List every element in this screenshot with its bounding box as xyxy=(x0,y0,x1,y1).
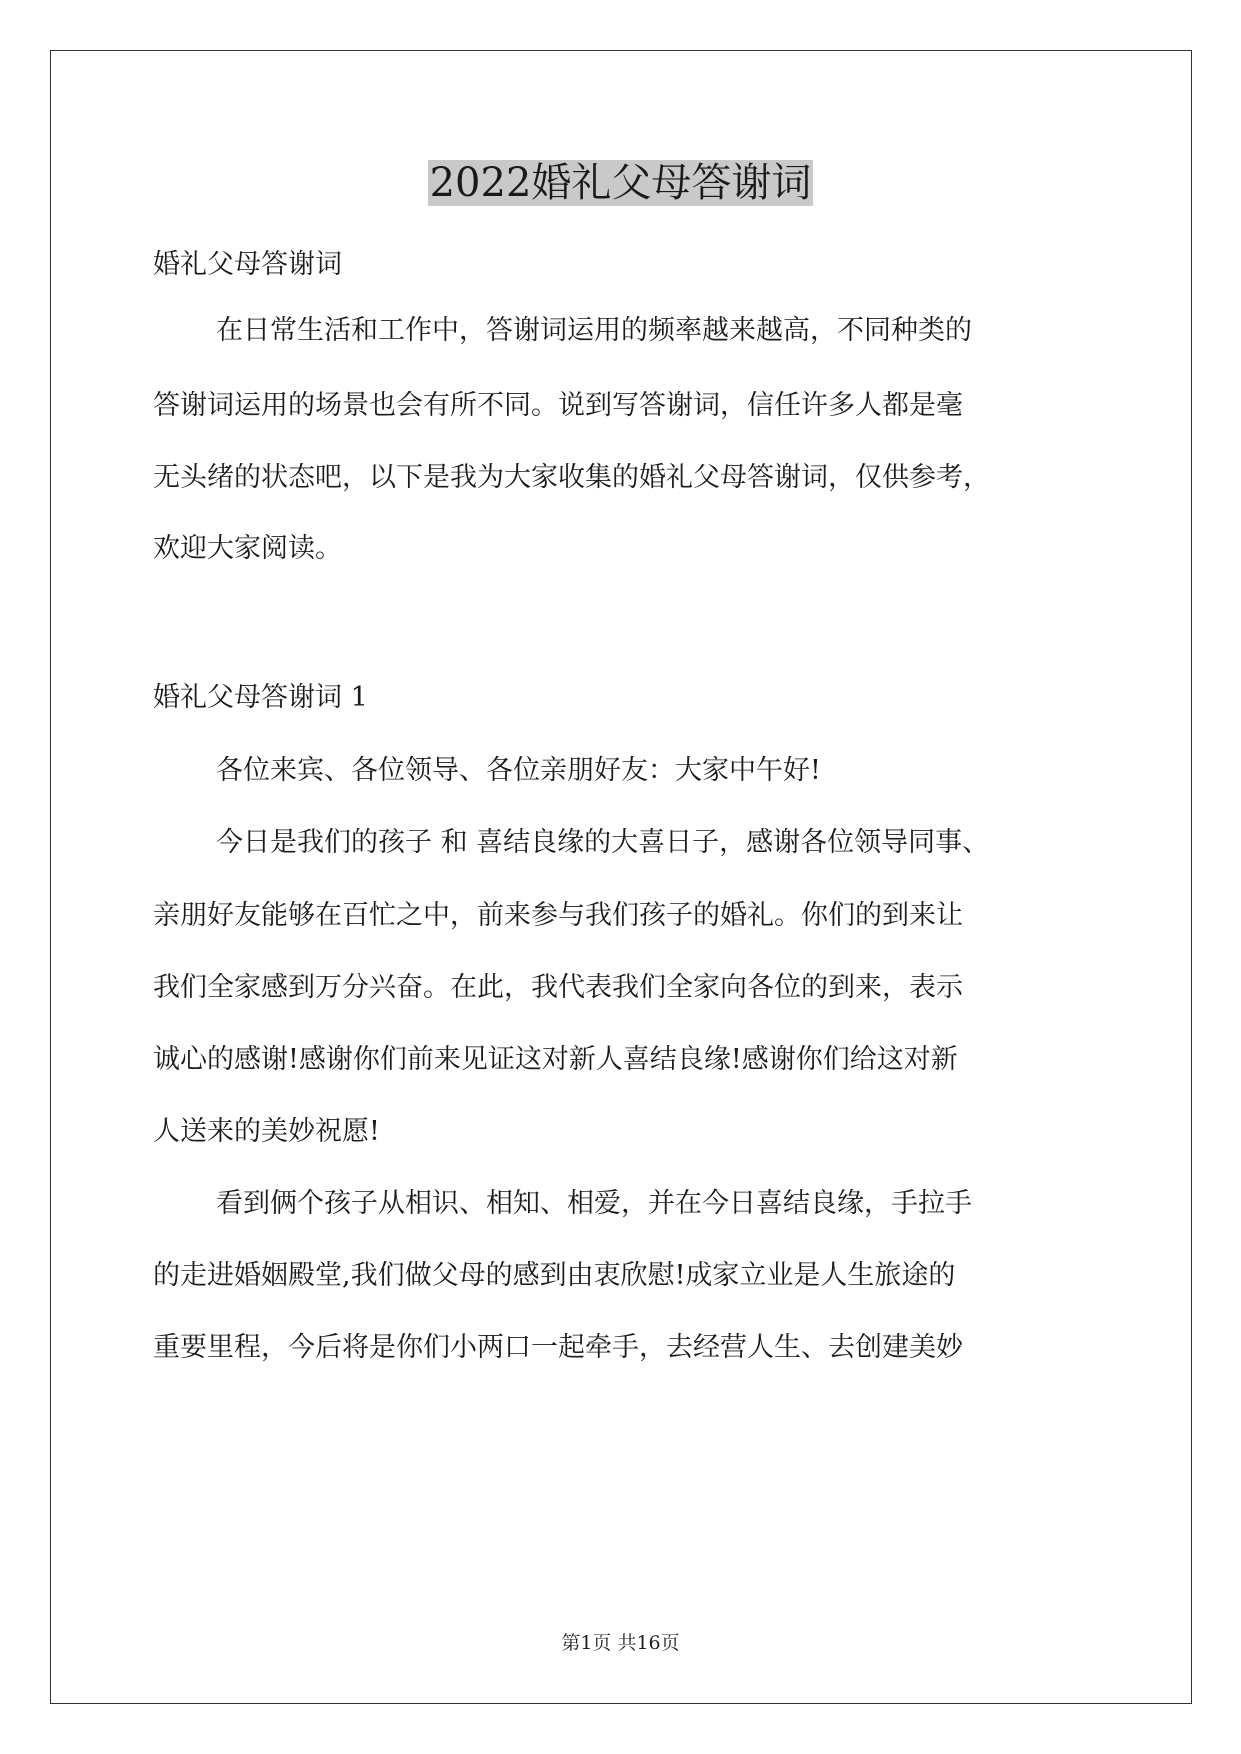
page-footer: 第1页 共16页 xyxy=(561,1632,680,1654)
paragraph-line: 诚心的感谢!感谢你们前来见证这对新人喜结良缘!感谢你们给这对新 xyxy=(153,1044,958,1075)
section-heading: 婚礼父母答谢词 1 xyxy=(153,682,368,713)
paragraph-line: 各位来宾、各位领导、各位亲朋好友：大家中午好! xyxy=(216,755,821,786)
paragraph-line: 的走进婚姻殿堂,我们做父母的感到由衷欣慰!成家立业是人生旅途的 xyxy=(153,1260,956,1291)
document-title xyxy=(0,153,1241,213)
paragraph-line: 答谢词运用的场景也会有所不同。说到写答谢词，信任许多人都是毫 xyxy=(153,390,963,421)
paragraph-line: 人送来的美妙祝愿! xyxy=(153,1116,380,1147)
paragraph-line: 我们全家感到万分兴奋。在此，我代表我们全家向各位的到来，表示 xyxy=(153,972,963,1003)
paragraph-line: 看到俩个孩子从相识、相知、相爱，并在今日喜结良缘，手拉手 xyxy=(216,1188,972,1219)
paragraph-line: 在日常生活和工作中，答谢词运用的频率越来越高，不同种类的 xyxy=(216,315,972,346)
document-title-text: 2022婚礼父母答谢词 xyxy=(429,160,812,206)
paragraph-line: 欢迎大家阅读。 xyxy=(153,533,342,564)
paragraph-line: 亲朋好友能够在百忙之中，前来参与我们孩子的婚礼。你们的到来让 xyxy=(153,900,963,931)
intro-heading: 婚礼父母答谢词 xyxy=(153,249,342,280)
paragraph-line: 重要里程，今后将是你们小两口一起牵手，去经营人生、去创建美妙 xyxy=(153,1332,963,1363)
paragraph-line: 今日是我们的孩子 和 喜结良缘的大喜日子，感谢各位领导同事、 xyxy=(216,827,990,858)
page-border xyxy=(50,50,1192,1704)
paragraph-line: 无头绪的状态吧，以下是我为大家收集的婚礼父母答谢词，仅供参考， xyxy=(153,462,990,493)
